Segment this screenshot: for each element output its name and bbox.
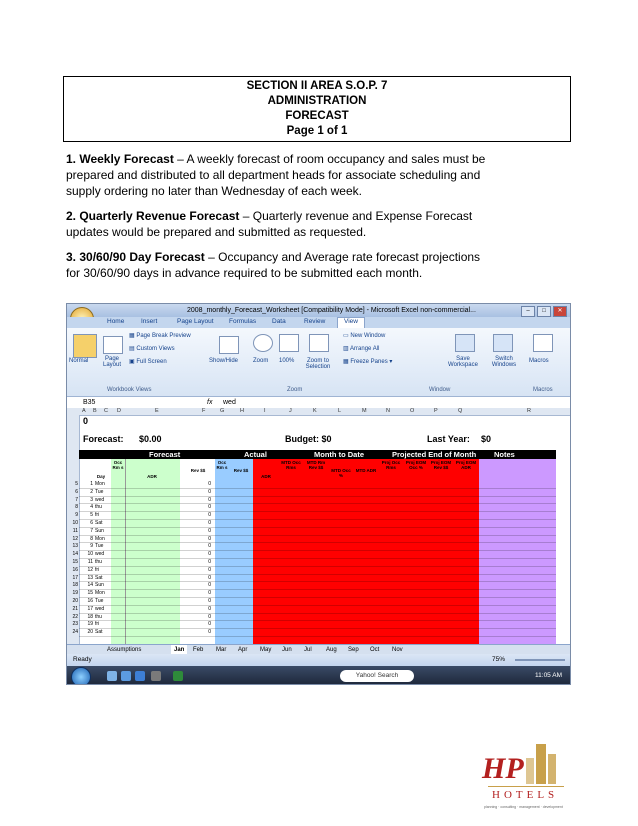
row-day[interactable]: fri bbox=[95, 621, 100, 628]
media-icon[interactable] bbox=[151, 671, 161, 681]
row-date[interactable]: 4 bbox=[90, 504, 93, 511]
group-window: Window bbox=[429, 387, 451, 393]
col-o[interactable]: O bbox=[410, 408, 415, 414]
window-title: 2008_monthly_Forecast_Worksheet [Compatibility Mode] - Microsoft Excel non-commercial... bbox=[187, 307, 476, 314]
tab-insert[interactable]: Insert bbox=[141, 318, 158, 325]
switch-windows-button[interactable]: Switch Windows bbox=[491, 356, 517, 368]
maximize-icon[interactable]: □ bbox=[537, 306, 551, 317]
row-day[interactable]: fri bbox=[95, 566, 100, 573]
save-workspace-icon[interactable] bbox=[455, 334, 475, 352]
row-day[interactable]: Sun bbox=[95, 582, 104, 589]
row-rev-zero[interactable]: 0 bbox=[208, 535, 211, 542]
hdr-adr: ADR bbox=[147, 474, 157, 479]
status-ready: Ready bbox=[73, 656, 92, 663]
worksheet-grid[interactable] bbox=[67, 408, 570, 644]
row-date[interactable]: 19 bbox=[87, 621, 93, 628]
hdr-proj-occ-rms: Proj Occ Rms bbox=[381, 460, 401, 470]
col-r[interactable]: R bbox=[527, 408, 531, 414]
col-k[interactable]: K bbox=[313, 408, 317, 414]
document-header bbox=[63, 76, 571, 142]
row-rev-zero[interactable]: 0 bbox=[208, 605, 211, 612]
excel-screenshot bbox=[66, 303, 571, 685]
forecast-label[interactable]: Forecast: bbox=[83, 434, 124, 444]
group-macros: Macros bbox=[533, 387, 553, 393]
col-h[interactable]: H bbox=[240, 408, 244, 414]
sheet-tab-aug[interactable]: Aug bbox=[326, 647, 337, 653]
header-page: Page 1 of 1 bbox=[286, 125, 348, 137]
zoom-100-button[interactable]: 100% bbox=[279, 358, 295, 364]
sheet-tab-jun[interactable]: Jun bbox=[282, 647, 292, 653]
col-i[interactable]: I bbox=[264, 408, 266, 414]
band-green-occ bbox=[111, 459, 125, 644]
col-c[interactable]: C bbox=[104, 408, 108, 414]
sheet-tab-jan[interactable]: Jan bbox=[171, 645, 187, 655]
minimize-icon[interactable]: – bbox=[521, 306, 535, 317]
item-text: – Quarterly revenue and Expense Forecast updates would be prepared and submitted as requested. bbox=[66, 209, 473, 239]
row-date[interactable]: 7 bbox=[90, 527, 93, 534]
group-workbook-views: Workbook Views bbox=[107, 387, 152, 393]
row-gridline bbox=[79, 527, 556, 528]
col-a[interactable]: A bbox=[82, 408, 86, 414]
sheet-tab-assumptions[interactable]: Assumptions bbox=[107, 647, 142, 653]
full-screen-label: Full Screen bbox=[136, 359, 167, 365]
row-day[interactable]: Sat bbox=[95, 574, 103, 581]
tab-page-layout[interactable]: Page Layout bbox=[177, 318, 214, 325]
full-screen-button[interactable]: ▣ Full Screen bbox=[129, 359, 167, 365]
row-number[interactable]: 15 bbox=[72, 559, 78, 565]
tab-home[interactable]: Home bbox=[107, 318, 125, 325]
row-rev-zero[interactable]: 0 bbox=[208, 621, 211, 628]
row-number[interactable]: 16 bbox=[72, 566, 78, 573]
sheet-tab-jul[interactable]: Jul bbox=[304, 647, 312, 653]
row-date[interactable]: 3 bbox=[90, 496, 93, 503]
row-number[interactable]: 13 bbox=[72, 543, 78, 550]
row-rev-zero[interactable]: 0 bbox=[208, 504, 211, 511]
band-green-adr bbox=[125, 459, 180, 644]
col-f[interactable]: F bbox=[202, 408, 206, 414]
row-day[interactable]: thu bbox=[95, 504, 102, 511]
col-q[interactable]: Q bbox=[458, 408, 463, 414]
row-rev-zero[interactable]: 0 bbox=[208, 598, 211, 604]
hdr-occ-rms-actual: Occ Rm s bbox=[216, 460, 228, 470]
custom-views-button[interactable]: ▤ Custom Views bbox=[129, 346, 175, 352]
sheet-tab-nov[interactable]: Nov bbox=[392, 647, 403, 653]
row-day[interactable]: Mon bbox=[95, 590, 105, 597]
tab-formulas[interactable]: Formulas bbox=[229, 318, 257, 325]
header-section: SECTION II AREA S.O.P. 7 bbox=[246, 80, 388, 92]
row-rev-zero[interactable]: 0 bbox=[208, 559, 211, 565]
hdr-adr-actual: ADR bbox=[261, 474, 271, 479]
row-date[interactable]: 14 bbox=[87, 582, 93, 589]
sheet-tab-oct[interactable]: Oct bbox=[370, 647, 380, 653]
logo-divider bbox=[488, 786, 564, 787]
logo-mark: HP bbox=[482, 752, 524, 785]
col-n[interactable]: N bbox=[386, 408, 390, 414]
start-button-icon[interactable] bbox=[71, 667, 91, 685]
col-j[interactable]: J bbox=[289, 408, 292, 414]
row-date[interactable]: 10 bbox=[87, 551, 93, 558]
row-rev-zero[interactable]: 0 bbox=[208, 574, 211, 581]
item-309060-forecast bbox=[66, 249, 496, 281]
excel-title-bar bbox=[67, 304, 570, 317]
page-layout-button[interactable]: Page Layout bbox=[102, 356, 121, 368]
row-day[interactable]: wed bbox=[95, 605, 105, 612]
hdr-occ-rms: Occ Rm s bbox=[112, 460, 124, 470]
save-workspace-button[interactable]: Save Workspace bbox=[448, 356, 478, 368]
row-rev-zero[interactable]: 0 bbox=[208, 488, 211, 495]
item-title: 2. Quarterly Revenue Forecast bbox=[66, 209, 240, 223]
row-date[interactable]: 2 bbox=[90, 488, 93, 495]
row-day[interactable]: Mon bbox=[95, 535, 105, 542]
clock: 11:05 AM bbox=[535, 672, 562, 679]
sheet-tab-sep[interactable]: Sep bbox=[348, 647, 359, 653]
sheet-tab-mar[interactable]: Mar bbox=[216, 647, 227, 653]
row-gridline bbox=[79, 503, 556, 504]
band-notes: Notes bbox=[494, 450, 515, 459]
zoom-button[interactable]: Zoom bbox=[253, 358, 269, 364]
row-date[interactable]: 8 bbox=[90, 535, 93, 542]
logo-tagline: planning · consulting · management · development bbox=[484, 805, 563, 809]
item-weekly-forecast bbox=[66, 151, 496, 199]
arrange-all-button[interactable]: ▥ Arrange All bbox=[343, 346, 380, 352]
row-number[interactable]: 22 bbox=[72, 613, 78, 620]
row-number[interactable]: 7 bbox=[75, 496, 78, 503]
row-rev-zero[interactable]: 0 bbox=[208, 582, 211, 589]
row-rev-zero[interactable]: 0 bbox=[208, 481, 211, 487]
macros-button[interactable]: Macros bbox=[529, 358, 549, 364]
sheet-tab-may[interactable]: May bbox=[260, 647, 272, 653]
row-day[interactable]: fri bbox=[95, 512, 100, 519]
last-year-label[interactable]: Last Year: bbox=[427, 434, 470, 444]
show-hide-icon[interactable] bbox=[219, 336, 239, 354]
row-rev-zero[interactable]: 0 bbox=[208, 629, 211, 636]
hdr-proj-eom-rev: Proj EOM Rev $$ bbox=[430, 460, 452, 470]
row-number[interactable]: 14 bbox=[72, 551, 78, 558]
row-number[interactable]: 10 bbox=[72, 520, 78, 526]
formula-input[interactable]: wed bbox=[223, 399, 236, 406]
band-red bbox=[253, 459, 479, 644]
hdr-proj-eom-occ: Proj EOM Occ % bbox=[405, 460, 427, 470]
close-icon[interactable]: ✕ bbox=[553, 306, 567, 317]
macros-icon[interactable] bbox=[533, 334, 553, 352]
col-l[interactable]: L bbox=[338, 408, 342, 414]
hdr-mtd-adr: MTD ADR bbox=[355, 468, 377, 473]
row-number[interactable]: 6 bbox=[75, 488, 78, 495]
row-day[interactable]: wed bbox=[95, 496, 105, 503]
row-gridline bbox=[79, 628, 556, 629]
row-date[interactable]: 12 bbox=[87, 566, 93, 573]
row-number[interactable]: 5 bbox=[75, 481, 78, 487]
row-number[interactable]: 21 bbox=[72, 605, 78, 612]
row-number[interactable]: 18 bbox=[72, 582, 78, 589]
band-forecast: Forecast bbox=[149, 450, 181, 459]
excel-taskbar-icon[interactable] bbox=[173, 671, 183, 681]
ie-icon[interactable] bbox=[135, 671, 145, 681]
row-gridline bbox=[79, 550, 556, 551]
logo-graphic bbox=[478, 738, 568, 813]
row-date[interactable]: 20 bbox=[87, 629, 93, 636]
show-hide-button[interactable]: Show/Hide bbox=[209, 358, 239, 364]
group-zoom: Zoom bbox=[287, 387, 303, 393]
logo-building-1 bbox=[536, 744, 546, 784]
row-rev-zero[interactable]: 0 bbox=[208, 520, 211, 526]
band-blue-actual bbox=[215, 459, 253, 644]
column-headers bbox=[67, 408, 570, 416]
row-gridline bbox=[79, 511, 556, 512]
row-gridline bbox=[79, 566, 556, 567]
row-number[interactable]: 11 bbox=[72, 527, 78, 534]
band-actual: Actual bbox=[244, 450, 267, 459]
row-date[interactable]: 11 bbox=[87, 559, 93, 565]
item-text: – Occupancy and Average rate forecast projections for 30/60/90 days in advance required to be submitted each month. bbox=[66, 250, 481, 280]
row-number[interactable]: 24 bbox=[72, 629, 78, 636]
normal-button[interactable]: Normal bbox=[69, 358, 89, 364]
row-gridline bbox=[79, 597, 556, 598]
row-rev-zero[interactable]: 0 bbox=[208, 613, 211, 620]
last-year-value[interactable]: $0 bbox=[481, 434, 492, 444]
row-number[interactable]: 17 bbox=[72, 574, 78, 581]
col-p[interactable]: P bbox=[434, 408, 438, 414]
page-break-preview-label: Page Break Preview bbox=[136, 333, 191, 339]
row-rev-zero[interactable]: 0 bbox=[208, 551, 211, 558]
row-gridline bbox=[79, 488, 556, 489]
col-b[interactable]: B bbox=[93, 408, 97, 414]
header-topic: FORECAST bbox=[285, 110, 349, 122]
page-break-preview-button[interactable]: ▦ Page Break Preview bbox=[129, 333, 191, 339]
row-day[interactable]: Tue bbox=[95, 598, 104, 604]
hdr-rev: Rev $$ bbox=[190, 468, 206, 473]
row-gridline bbox=[79, 542, 556, 543]
zoom-to-selection-icon[interactable] bbox=[309, 334, 329, 352]
hdr-mtd-occ-pct: MTD Occ % bbox=[331, 468, 351, 478]
row-day[interactable]: Mon bbox=[95, 481, 105, 487]
zoom-icon[interactable] bbox=[253, 334, 273, 352]
show-desktop-icon[interactable] bbox=[107, 671, 117, 681]
logo-word: HOTELS bbox=[492, 789, 559, 801]
row-date[interactable]: 13 bbox=[87, 574, 93, 581]
logo-building-2 bbox=[548, 754, 556, 784]
zoom-level[interactable]: 75% bbox=[492, 656, 506, 663]
hdr-day: Day bbox=[96, 474, 106, 479]
sheet-tab-apr[interactable]: Apr bbox=[238, 647, 248, 653]
tab-review[interactable]: Review bbox=[304, 318, 326, 325]
row-day[interactable]: Sat bbox=[95, 629, 103, 636]
row-date[interactable]: 9 bbox=[90, 543, 93, 550]
row-date[interactable]: 6 bbox=[90, 520, 93, 526]
band-projected: Projected End of Month bbox=[392, 450, 477, 459]
row-date[interactable]: 5 bbox=[90, 512, 93, 519]
row-number[interactable]: 20 bbox=[72, 598, 78, 604]
item-quarterly-forecast bbox=[66, 208, 496, 240]
row-date[interactable]: 16 bbox=[87, 598, 93, 604]
yahoo-search-box[interactable]: Yahoo! Search bbox=[340, 670, 414, 682]
row-rev-zero[interactable]: 0 bbox=[208, 496, 211, 503]
section-header-row bbox=[79, 450, 556, 459]
row-gridline bbox=[79, 519, 556, 520]
tab-data[interactable]: Data bbox=[272, 318, 286, 325]
freeze-panes-label: Freeze Panes bbox=[350, 359, 388, 365]
name-box[interactable]: B35 bbox=[83, 399, 96, 406]
row-day[interactable]: thu bbox=[95, 559, 102, 565]
row-number[interactable]: 23 bbox=[72, 621, 78, 628]
row-day[interactable]: wed bbox=[95, 551, 105, 558]
page-layout-icon[interactable] bbox=[103, 336, 123, 354]
row-date[interactable]: 18 bbox=[87, 613, 93, 620]
row-rev-zero[interactable]: 0 bbox=[208, 527, 211, 534]
row-day[interactable]: Tue bbox=[95, 543, 104, 550]
logo-building-3 bbox=[526, 758, 534, 784]
row-day[interactable]: Sun bbox=[95, 527, 104, 534]
row-number[interactable]: 8 bbox=[75, 504, 78, 511]
row-date[interactable]: 17 bbox=[87, 605, 93, 612]
cell-a1[interactable]: 0 bbox=[83, 416, 89, 426]
arrange-all-label: Arrange All bbox=[350, 346, 380, 352]
row-gridline bbox=[79, 613, 556, 614]
band-purple-notes bbox=[479, 459, 556, 644]
row-gridline bbox=[79, 574, 556, 575]
tab-view[interactable]: View bbox=[337, 317, 365, 328]
zoom-to-selection-button[interactable]: Zoom to Selection bbox=[305, 358, 331, 370]
normal-view-icon[interactable] bbox=[73, 334, 97, 358]
col-d[interactable]: D bbox=[117, 408, 121, 414]
row-day[interactable]: Sat bbox=[95, 520, 103, 526]
hdr-mtd-rm-rev: MTD Rm Rev $$ bbox=[306, 460, 326, 470]
header-area: ADMINISTRATION bbox=[267, 95, 367, 107]
freeze-panes-button[interactable]: ▦ Freeze Panes ▾ bbox=[343, 359, 393, 365]
ribbon bbox=[67, 328, 570, 397]
new-window-button[interactable]: ▭ New Window bbox=[343, 333, 386, 339]
col-m[interactable]: M bbox=[362, 408, 367, 414]
row-day[interactable]: Tue bbox=[95, 488, 104, 495]
new-window-label: New Window bbox=[350, 333, 386, 339]
row-rev-zero[interactable]: 0 bbox=[208, 543, 211, 550]
row-gridline bbox=[79, 636, 556, 637]
row-gridline bbox=[79, 620, 556, 621]
row-date[interactable]: 15 bbox=[87, 590, 93, 597]
switch-windows-icon[interactable] bbox=[493, 334, 513, 352]
row-date[interactable]: 1 bbox=[90, 481, 93, 487]
col-e[interactable]: E bbox=[155, 408, 159, 414]
budget-cell[interactable]: Budget: $0 bbox=[285, 434, 332, 444]
forecast-value[interactable]: $0.00 bbox=[139, 434, 162, 444]
zoom-100-icon[interactable] bbox=[279, 334, 299, 352]
row-gridline bbox=[79, 589, 556, 590]
row-day[interactable]: thu bbox=[95, 613, 102, 620]
row-gridline bbox=[79, 496, 556, 497]
row-rev-zero[interactable]: 0 bbox=[208, 512, 211, 519]
explorer-icon[interactable] bbox=[121, 671, 131, 681]
hp-hotels-logo bbox=[478, 738, 568, 813]
item-text: – A weekly forecast of room occupancy and sales must be prepared and distributed to all department heads for associate scheduling and supply ordering no later than Wednesday of each week. bbox=[66, 152, 486, 198]
row-number[interactable]: 12 bbox=[72, 535, 78, 542]
ribbon-tabs bbox=[67, 317, 570, 328]
row-gridline bbox=[79, 605, 556, 606]
row-gridline bbox=[79, 558, 556, 559]
item-title: 1. Weekly Forecast bbox=[66, 152, 174, 166]
row-gridline bbox=[79, 581, 556, 582]
row-number[interactable]: 9 bbox=[75, 512, 78, 519]
zoom-slider[interactable] bbox=[515, 659, 565, 661]
row-rev-zero[interactable]: 0 bbox=[208, 566, 211, 573]
status-bar bbox=[67, 654, 570, 666]
row-rev-zero[interactable]: 0 bbox=[208, 590, 211, 597]
windows-taskbar bbox=[67, 666, 570, 685]
hdr-rev-actual: Rev $$ bbox=[233, 468, 249, 473]
row-number[interactable]: 19 bbox=[72, 590, 78, 597]
col-g[interactable]: G bbox=[220, 408, 225, 414]
sheet-tab-feb[interactable]: Feb bbox=[193, 647, 204, 653]
custom-views-label: Custom Views bbox=[136, 346, 175, 352]
hdr-proj-eom-adr: Proj EOM ADR bbox=[455, 460, 477, 470]
band-month-to-date: Month to Date bbox=[314, 450, 364, 459]
fx-icon: fx bbox=[207, 399, 213, 406]
row-gridline bbox=[79, 535, 556, 536]
hdr-mtd-occ-rms: MTD Occ Rms bbox=[281, 460, 301, 470]
item-title: 3. 30/60/90 Day Forecast bbox=[66, 250, 205, 264]
